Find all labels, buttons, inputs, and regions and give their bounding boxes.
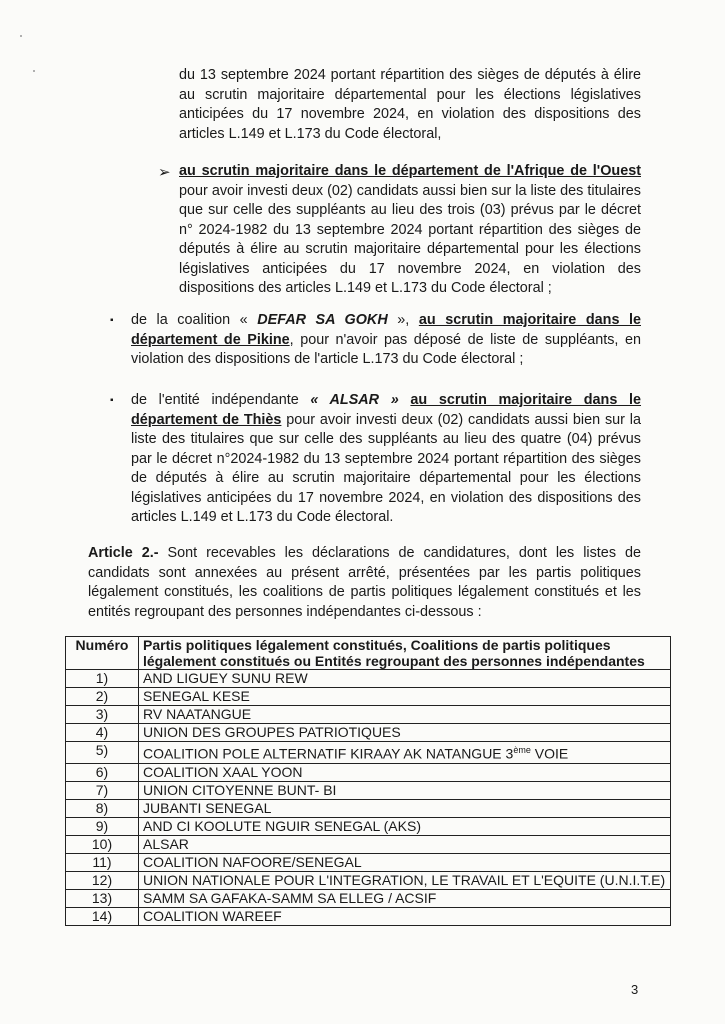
article-text: Sont recevables les déclarations de candidatures, dont les listes de candidats sont annexées au présent arrêté, présentées par les partis politiques légalement constitués, les coalitions de partis politiques légalement constitués et les entités regroupant des personnes indépendantes ci-dessous : [88, 545, 641, 620]
item-alsar-space [399, 392, 411, 408]
table-row [66, 871, 671, 889]
square-bullet-icon: ▪ [110, 315, 114, 326]
row-party-name: AND CI KOOLUTE NGUIR SENEGAL (AKS) [139, 817, 671, 835]
row-party-name: COALITION NAFOORE/SENEGAL [139, 853, 671, 871]
party-name-part: COALITION POLE ALTERNATIF KIRAAY AK NATANGUE 3 [143, 745, 514, 762]
article-label: Article 2.- [88, 545, 159, 561]
scan-speck [20, 35, 22, 37]
item-afrique-text: pour avoir investi deux (02) candidats aussi bien sur la liste des titulaires que sur celle des suppléants au lieu des trois (03) prévus par le décret n° 2024-1982 du 13 septembre 2024 portant répartition des sièges de députés à élire au scrutin majoritaire départemental pour les élections législatives anticipées du 17 novembre 2024, en violation des dispositions des articles L.149 et L.173 du Code électoral ; [179, 182, 641, 296]
table-row [66, 835, 671, 853]
candidates-table [65, 636, 671, 926]
table-row [66, 724, 671, 742]
row-party-name: RV NAATANGUE [139, 706, 671, 724]
row-number: 4) [66, 724, 139, 742]
item-defar-mid: », [387, 312, 419, 328]
entity-name: « ALSAR » [310, 392, 399, 408]
item-defar-prefix: de la coalition « [131, 312, 258, 328]
article-2 [88, 544, 641, 622]
row-party-name: JUBANTI SENEGAL [139, 799, 671, 817]
scan-speck [33, 70, 35, 72]
row-number: 2) [66, 688, 139, 706]
item-defar-lead: au scrutin majoritaire dans le département de Pikine [131, 312, 641, 348]
table-row [66, 763, 671, 781]
row-number: 3) [66, 706, 139, 724]
item-defar-text: , pour n'avoir pas déposé de liste de suppléants, en violation des dispositions de l'article L.173 du Code électoral ; [131, 331, 641, 367]
table-row [66, 799, 671, 817]
table-row [66, 706, 671, 724]
row-number: 12) [66, 871, 139, 889]
arrow-bullet-icon: ➢ [158, 164, 171, 181]
table-row [66, 688, 671, 706]
row-number: 13) [66, 889, 139, 907]
paragraph-decree-continuation [179, 66, 641, 144]
row-number: 9) [66, 817, 139, 835]
row-party-name: SENEGAL KESE [139, 688, 671, 706]
paragraph-text: du 13 septembre 2024 portant répartition des sièges de députés à élire au scrutin majoritaire départemental pour les élections législatives anticipées du 17 novembre 2024, en violation des dispositions des articles L.149 et L.173 du Code électoral, [179, 67, 641, 142]
table-row [66, 907, 671, 925]
item-alsar [131, 391, 641, 528]
page-number: 3 [631, 982, 639, 997]
row-number: 14) [66, 907, 139, 925]
header-partis: Partis politiques légalement constitués, Coalitions de partis politiques légalement constitués ou Entités regroupant des personnes indépendantes [139, 637, 671, 670]
superscript: ème [513, 745, 531, 755]
header-numero: Numéro [66, 637, 139, 670]
row-number: 7) [66, 781, 139, 799]
item-alsar-text: pour avoir investi deux (02) candidats aussi bien sur la liste des titulaires que sur celle des suppléants au lieu des quatre (04) prévus par le décret n°2024-1982 du 13 septembre 2024 portant répartition des sièges de députés à élire au scrutin majoritaire départemental pour les élections législatives anticipées du 17 novembre 2024, en violation des dispositions des articles L.149 et L.173 du Code électoral. [131, 411, 641, 525]
table-body [66, 670, 671, 926]
item-afrique-ouest [179, 162, 641, 299]
row-party-name: ALSAR [139, 835, 671, 853]
row-party-name: UNION CITOYENNE BUNT- BI [139, 781, 671, 799]
item-afrique-lead: au scrutin majoritaire dans le département de l'Afrique de l'Ouest [179, 163, 641, 179]
row-number: 1) [66, 670, 139, 688]
table-row [66, 742, 671, 764]
row-party-name: COALITION XAAL YOON [139, 763, 671, 781]
party-name-part: VOIE [530, 745, 569, 762]
item-alsar-prefix: de l'entité indépendante [131, 392, 311, 408]
row-number: 10) [66, 835, 139, 853]
table-row [66, 889, 671, 907]
row-number: 6) [66, 763, 139, 781]
table-row [66, 781, 671, 799]
row-party-name [139, 742, 671, 764]
table-row [66, 817, 671, 835]
square-bullet-icon: ▪ [110, 395, 114, 406]
row-party-name: COALITION WAREEF [139, 907, 671, 925]
row-party-name: SAMM SA GAFAKA-SAMM SA ELLEG / ACSIF [139, 889, 671, 907]
coalition-name: DEFAR SA GOKH [257, 312, 388, 328]
table-header-row [66, 637, 671, 670]
row-number: 5) [66, 742, 139, 764]
table-row [66, 853, 671, 871]
item-defar-sa-gokh [131, 311, 641, 370]
row-number: 8) [66, 799, 139, 817]
row-number: 11) [66, 853, 139, 871]
item-alsar-lead: au scrutin majoritaire dans le département de Thiès [131, 392, 642, 428]
table-row [66, 670, 671, 688]
row-party-name: UNION DES GROUPES PATRIOTIQUES [139, 724, 671, 742]
row-party-name: UNION NATIONALE POUR L'INTEGRATION, LE TRAVAIL ET L'EQUITE (U.N.I.T.E) [139, 871, 671, 889]
row-party-name: AND LIGUEY SUNU REW [139, 670, 671, 688]
